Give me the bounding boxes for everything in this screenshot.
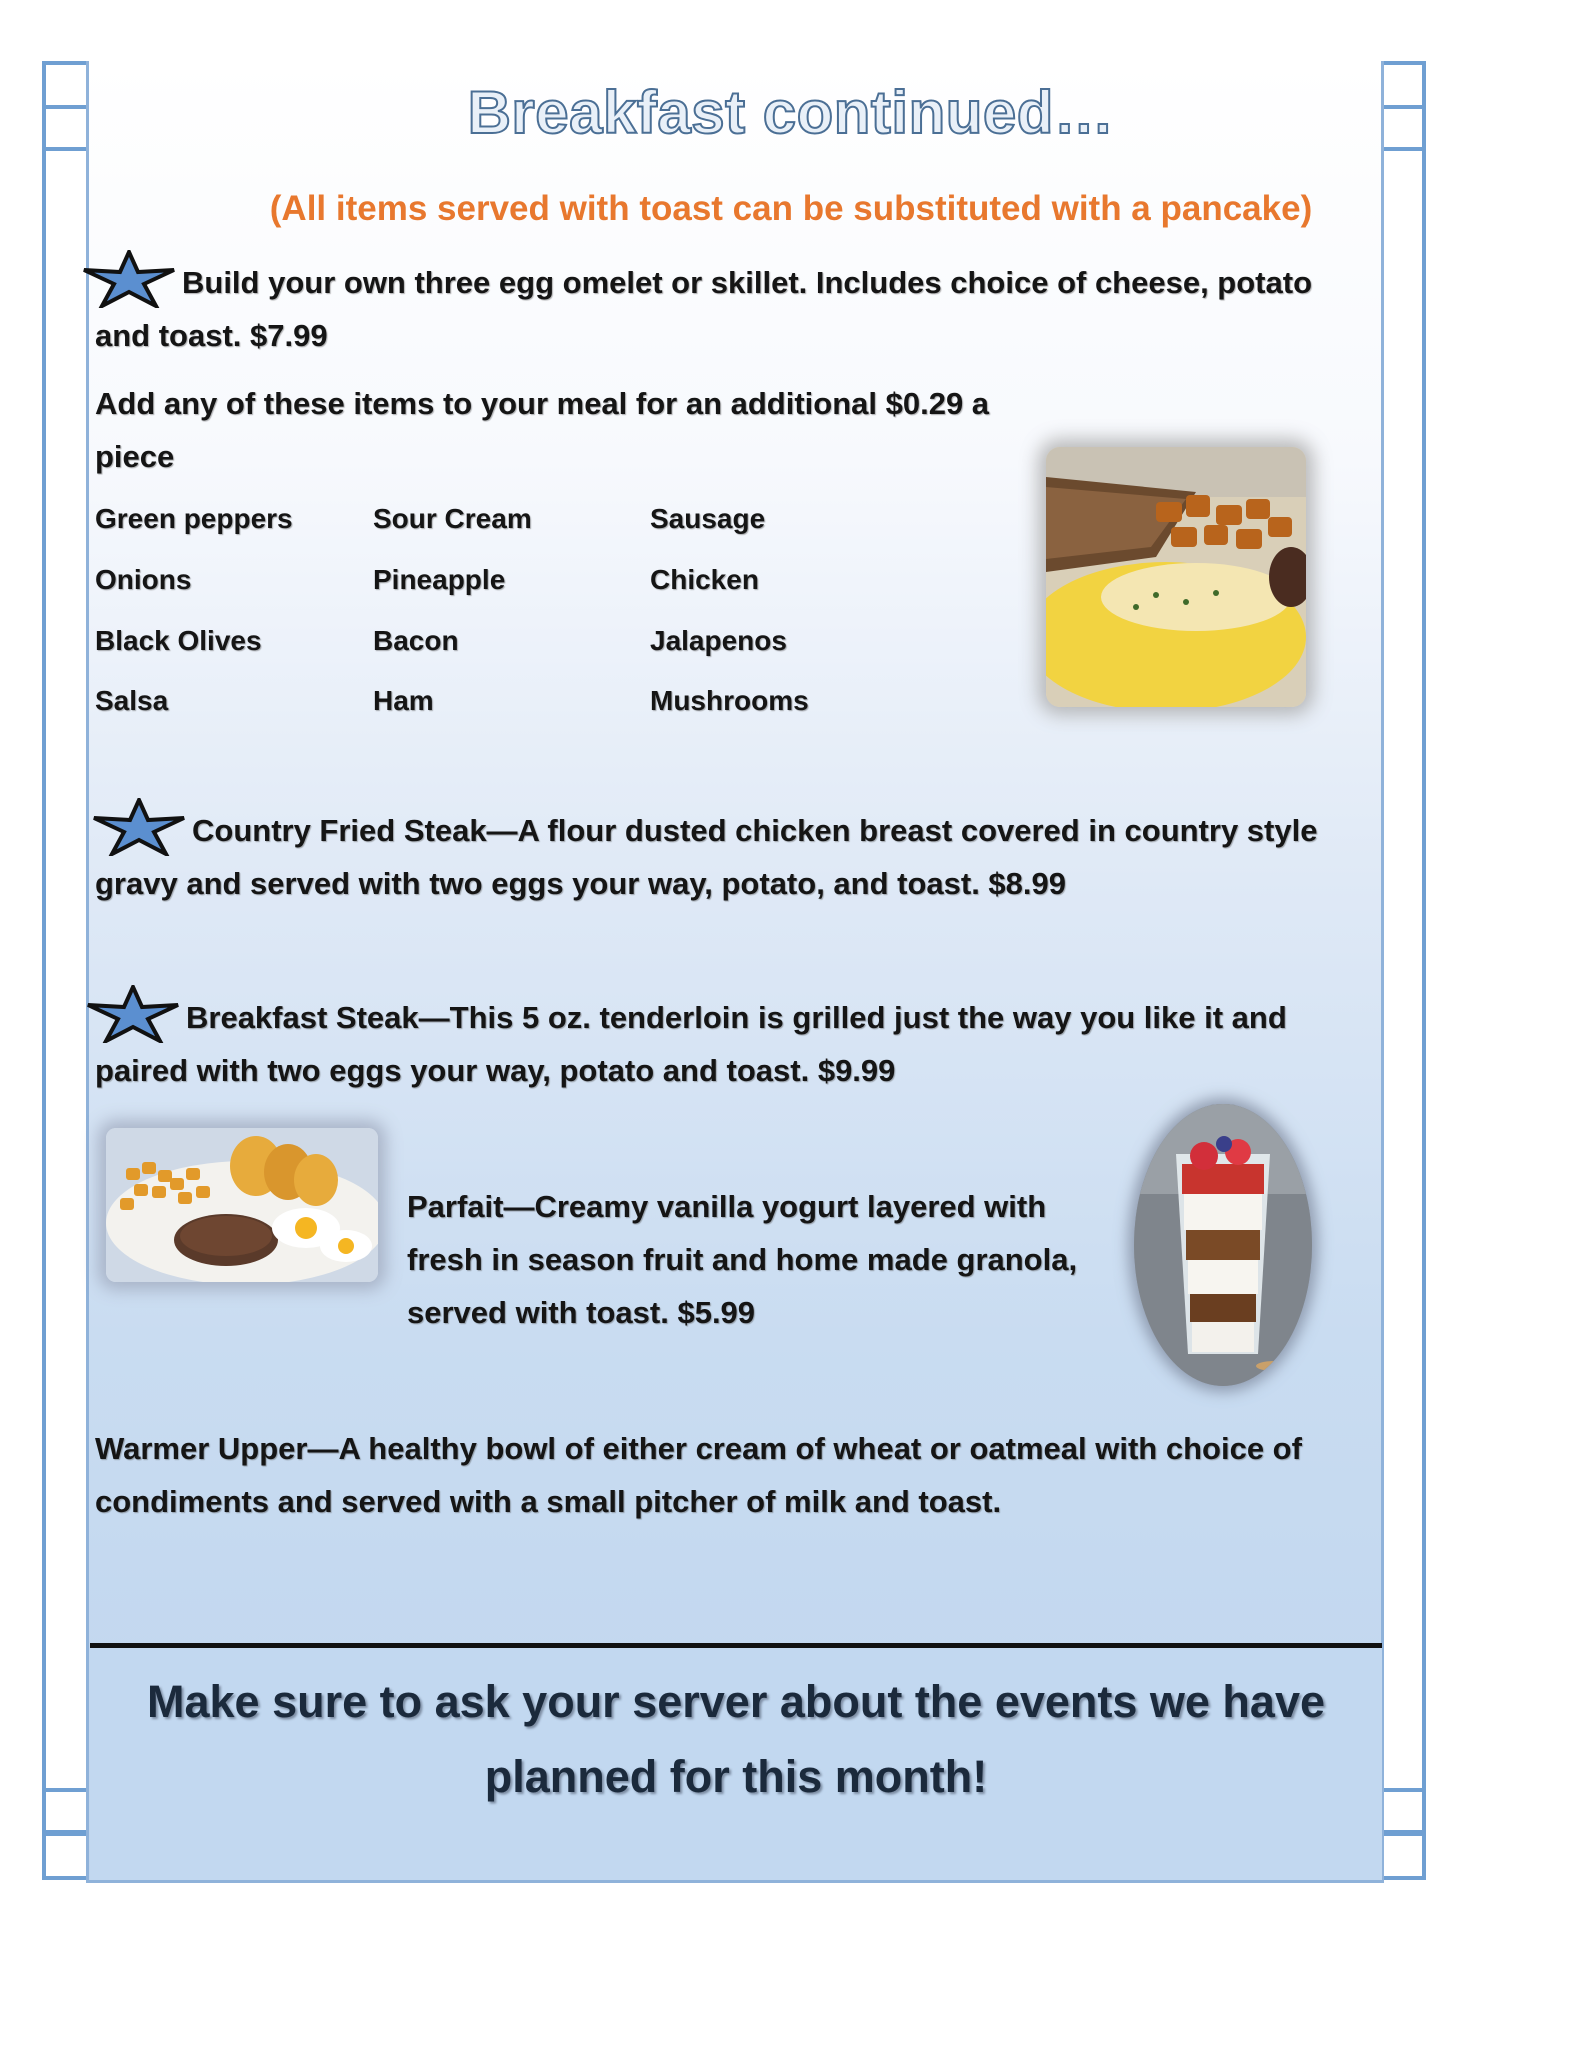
- omelet-line-2: and toast. $7.99: [95, 318, 328, 353]
- country-fried-steak-line-1: Country Fried Steak—A flour dusted chicken breast covered in country style: [192, 813, 1318, 848]
- steak-and-eggs-photo: [106, 1128, 378, 1282]
- pancake-note: (All items served with toast can be substituted with a pancake): [269, 189, 1313, 228]
- omelet-line-1: Build your own three egg omelet or skillet. Includes choice of cheese, potato: [182, 265, 1313, 300]
- country-fried-steak-line-2: gravy and served with two eggs your way, potato, and toast. $8.99: [95, 866, 1067, 901]
- parfait-line-3: served with toast. $5.99: [407, 1295, 756, 1330]
- addons-intro-line-2: piece: [95, 439, 175, 474]
- warmer-upper-line-2: condiments and served with a small pitcher of milk and toast.: [95, 1484, 1002, 1519]
- parfait-line-2: fresh in season fruit and home made granola,: [407, 1242, 1078, 1277]
- star-icon: [82, 250, 176, 308]
- addon-item: Green peppers: [95, 503, 293, 534]
- frame-corner-tab: [1380, 1788, 1426, 1834]
- addon-item: Jalapenos: [650, 625, 787, 656]
- parfait-photo: [1134, 1104, 1312, 1386]
- page-title: Breakfast continued…: [467, 79, 1115, 146]
- breakfast-steak-line-2: paired with two eggs your way, potato and toast. $9.99: [95, 1053, 896, 1088]
- frame-corner-tab: [1380, 1832, 1426, 1880]
- addon-item: Pineapple: [373, 564, 506, 595]
- addon-item: Chicken: [650, 564, 759, 595]
- addon-item: Sausage: [650, 503, 766, 534]
- addon-item: Black Olives: [95, 625, 262, 656]
- star-icon: [92, 798, 186, 856]
- events-reminder: [90, 1664, 1382, 1814]
- addon-item: Salsa: [95, 685, 169, 716]
- addon-item: Onions: [95, 564, 192, 595]
- frame-corner-tab: [42, 1832, 88, 1880]
- events-reminder-line-2: planned for this month!: [484, 1751, 988, 1802]
- addon-item: Bacon: [373, 625, 459, 656]
- addon-item: Mushrooms: [650, 685, 809, 716]
- events-reminder-line-1: Make sure to ask your server about the events we have: [147, 1676, 1325, 1727]
- frame-corner-tab: [42, 1788, 88, 1834]
- warmer-upper-line-1: Warmer Upper—A healthy bowl of either cream of wheat or oatmeal with choice of: [95, 1431, 1302, 1466]
- parfait-line-1: Parfait—Creamy vanilla yogurt layered with: [407, 1189, 1047, 1224]
- addon-item: Ham: [373, 685, 434, 716]
- breakfast-steak-line-1: Breakfast Steak—This 5 oz. tenderloin is grilled just the way you like it and: [186, 1000, 1287, 1035]
- addon-item: Sour Cream: [373, 503, 532, 534]
- addons-intro-line-1: Add any of these items to your meal for an additional $0.29 a: [95, 386, 990, 421]
- star-icon: [86, 985, 180, 1043]
- omelet-photo: [1046, 447, 1306, 707]
